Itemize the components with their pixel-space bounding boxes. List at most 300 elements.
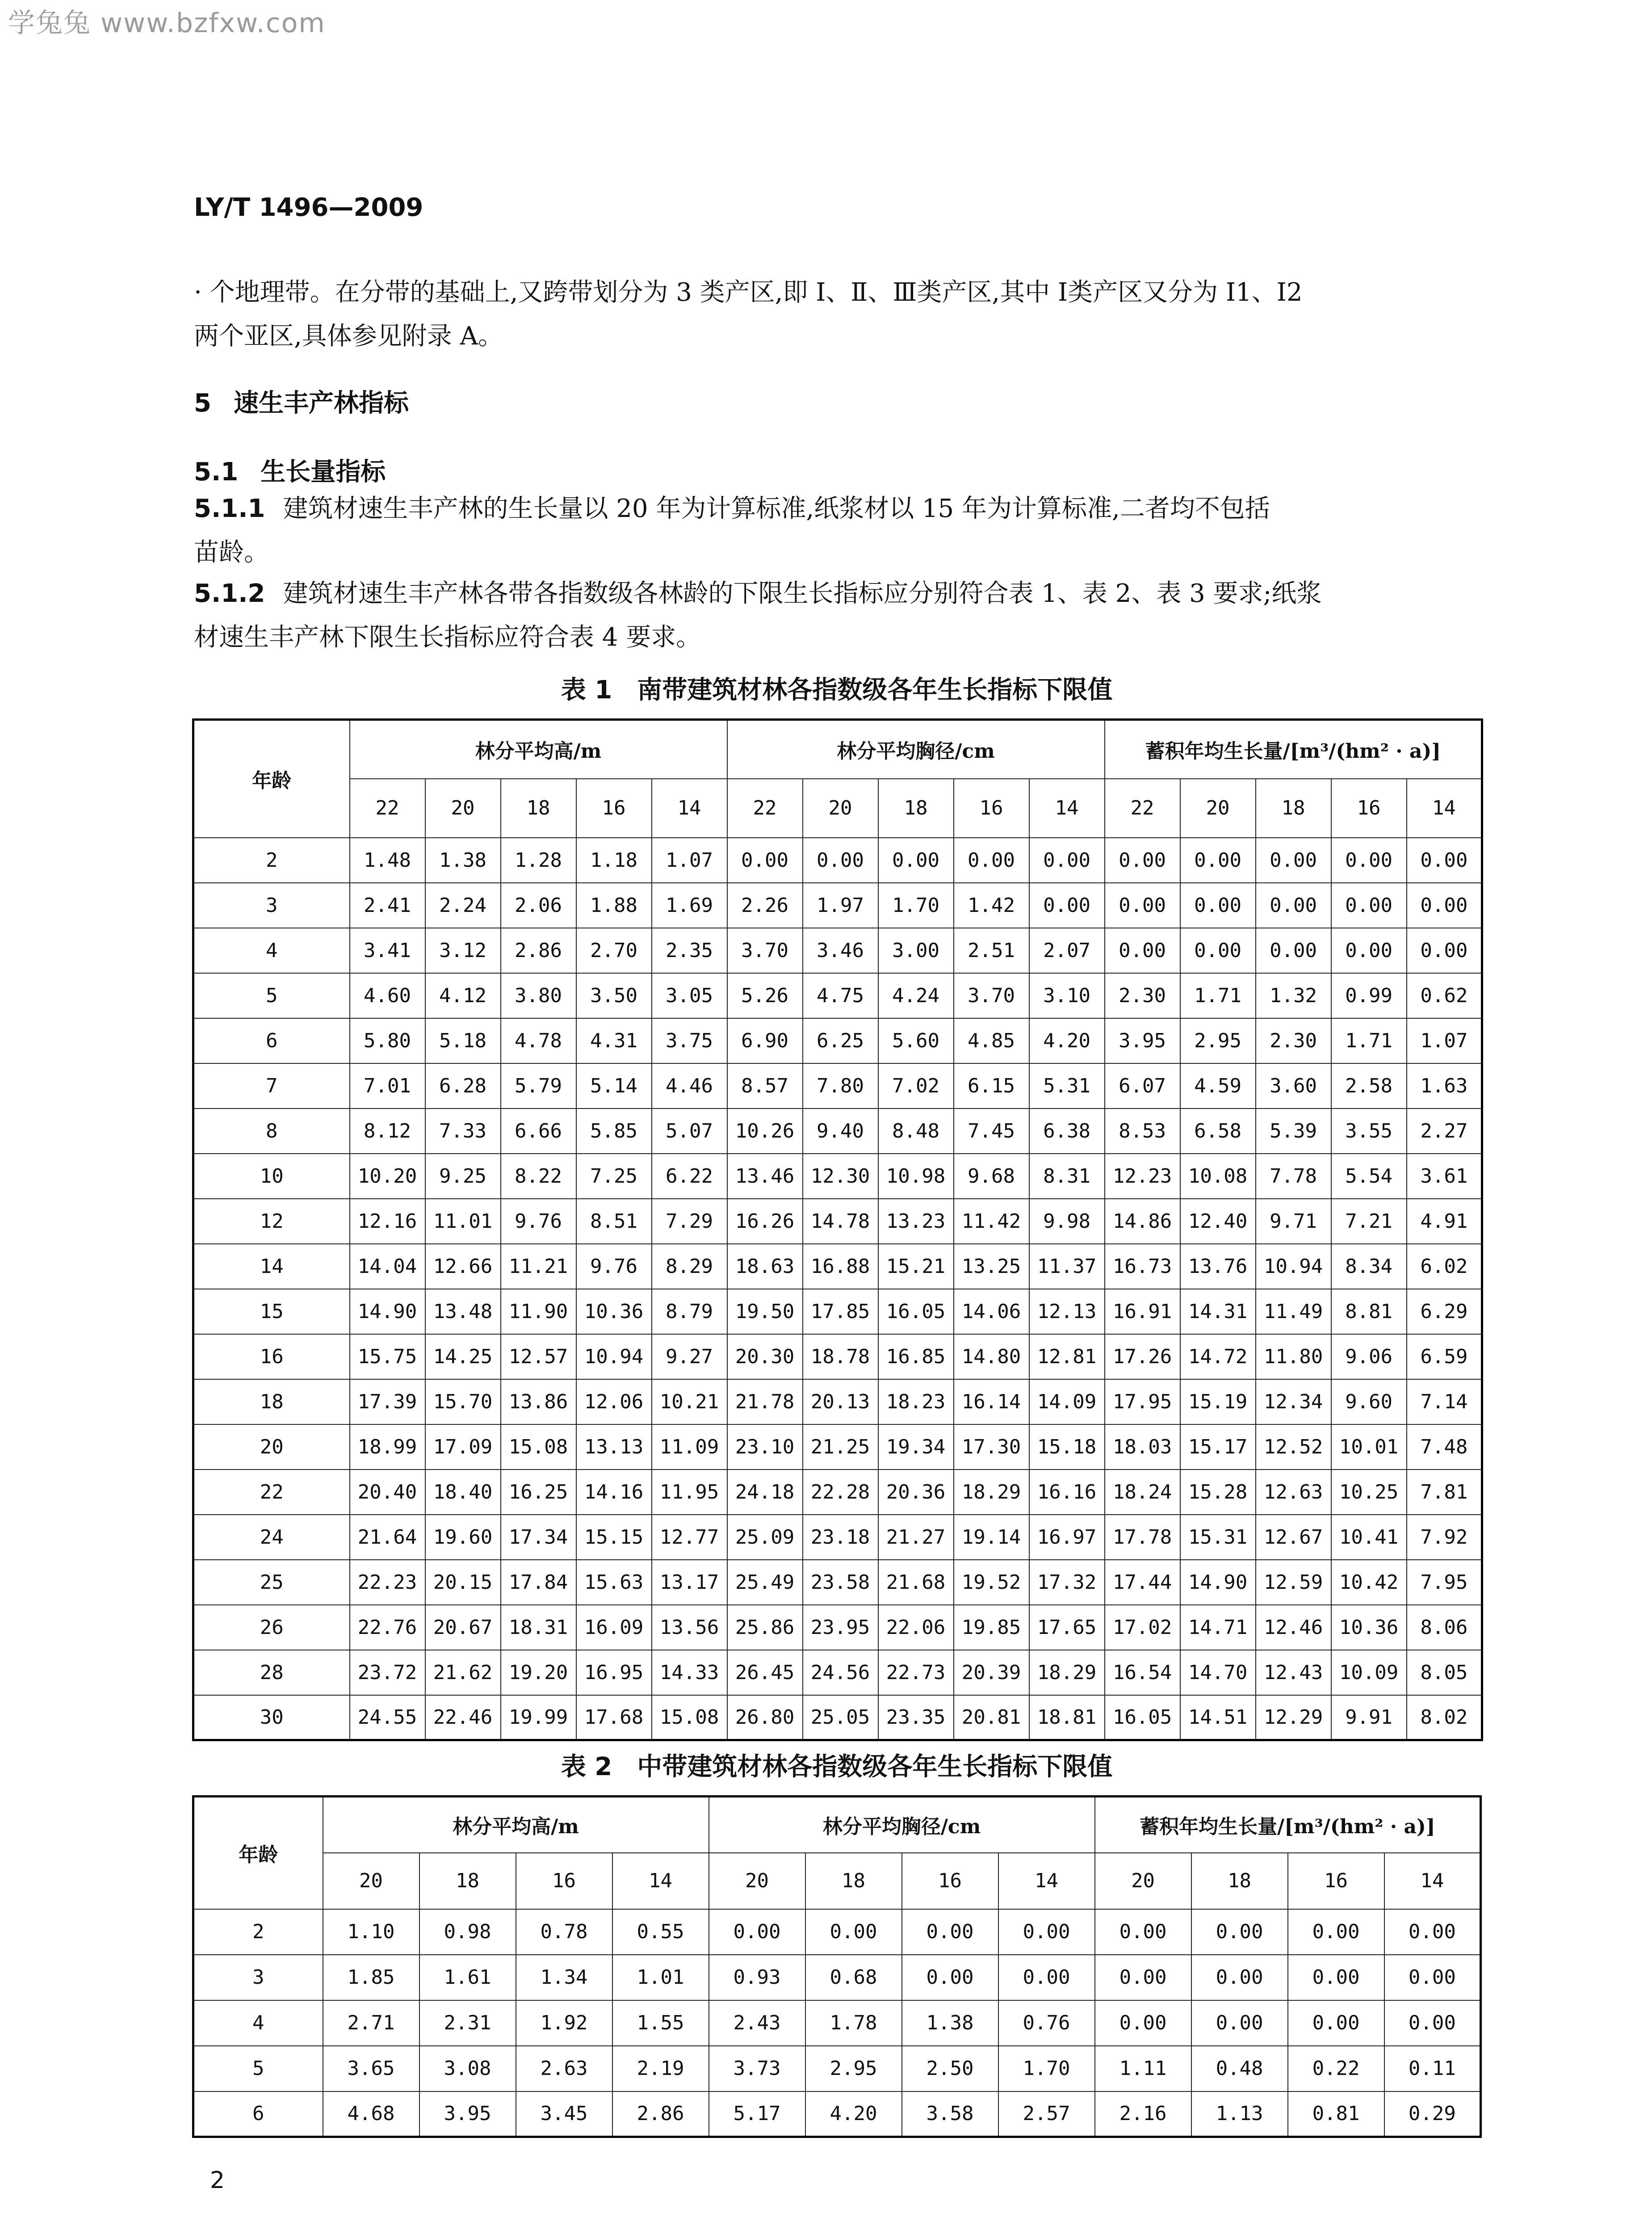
index-header: 20 [1180, 779, 1256, 838]
age-cell: 3 [193, 883, 350, 928]
value-cell: 20.30 [727, 1334, 803, 1379]
value-cell: 1.07 [1407, 1018, 1482, 1063]
value-cell: 25.09 [727, 1515, 803, 1560]
value-cell: 9.27 [652, 1334, 727, 1379]
value-cell: 6.15 [954, 1063, 1029, 1109]
value-cell: 14.71 [1180, 1605, 1256, 1650]
clause-line-1: 建筑材速生丰产林的生长量以 20 年为计算标准,纸浆材以 15 年为计算标准,二者均不包括 [283, 494, 1270, 523]
value-cell: 4.31 [576, 1018, 652, 1063]
section-number: 5 [194, 389, 211, 418]
value-cell: 12.77 [652, 1515, 727, 1560]
value-cell: 10.41 [1331, 1515, 1407, 1560]
value-cell: 19.85 [954, 1605, 1029, 1650]
value-cell: 1.70 [998, 2046, 1095, 2091]
value-cell: 15.28 [1180, 1470, 1256, 1515]
value-cell: 11.01 [425, 1199, 501, 1244]
group-header-volume-growth: 蓄积年均生长量/[m³/(hm² · a)] [1095, 1797, 1481, 1853]
value-cell: 5.79 [501, 1063, 576, 1109]
value-cell: 6.90 [727, 1018, 803, 1063]
value-cell: 14.70 [1180, 1650, 1256, 1695]
value-cell: 16.26 [727, 1199, 803, 1244]
value-cell: 18.31 [501, 1605, 576, 1650]
index-header: 14 [1407, 779, 1482, 838]
value-cell: 17.39 [350, 1379, 425, 1424]
value-cell: 4.59 [1180, 1063, 1256, 1109]
table-row [193, 1379, 1482, 1424]
value-cell: 8.48 [878, 1109, 954, 1154]
age-cell: 16 [193, 1334, 350, 1379]
value-cell: 0.00 [1288, 2000, 1384, 2046]
value-cell: 4.75 [803, 973, 878, 1018]
value-cell: 14.33 [652, 1650, 727, 1695]
index-header: 16 [1288, 1853, 1384, 1909]
value-cell: 2.95 [805, 2046, 902, 2091]
value-cell: 24.55 [350, 1695, 425, 1740]
value-cell: 1.11 [1095, 2046, 1191, 2091]
index-header: 18 [1256, 779, 1331, 838]
value-cell: 7.45 [954, 1109, 1029, 1154]
document-code: LY/T 1496—2009 [194, 193, 423, 222]
value-cell: 0.00 [1384, 2000, 1481, 2046]
value-cell: 10.36 [1331, 1605, 1407, 1650]
value-cell: 10.08 [1180, 1154, 1256, 1199]
value-cell: 16.16 [1029, 1470, 1105, 1515]
value-cell: 18.29 [1029, 1650, 1105, 1695]
clause-number: 5.1.1 [194, 494, 265, 523]
index-header: 14 [998, 1853, 1095, 1909]
value-cell: 10.21 [652, 1379, 727, 1424]
value-cell: 21.27 [878, 1515, 954, 1560]
value-cell: 12.63 [1256, 1470, 1331, 1515]
value-cell: 4.68 [323, 2091, 419, 2137]
value-cell: 20.81 [954, 1695, 1029, 1740]
value-cell: 16.05 [878, 1289, 954, 1334]
value-cell: 3.95 [419, 2091, 516, 2137]
index-header: 18 [419, 1853, 516, 1909]
value-cell: 25.05 [803, 1695, 878, 1740]
section-title: 生长量指标 [260, 458, 386, 487]
age-cell: 30 [193, 1695, 350, 1740]
value-cell: 3.73 [709, 2046, 805, 2091]
value-cell: 14.72 [1180, 1334, 1256, 1379]
value-cell: 18.81 [1029, 1695, 1105, 1740]
value-cell: 20.36 [878, 1470, 954, 1515]
value-cell: 12.29 [1256, 1695, 1331, 1740]
value-cell: 18.29 [954, 1470, 1029, 1515]
value-cell: 16.88 [803, 1244, 878, 1289]
value-cell: 9.68 [954, 1154, 1029, 1199]
group-header-diameter: 林分平均胸径/cm [709, 1797, 1095, 1853]
section-5-heading [194, 383, 409, 419]
value-cell: 15.08 [652, 1695, 727, 1740]
age-cell: 12 [193, 1199, 350, 1244]
value-cell: 3.12 [425, 928, 501, 973]
value-cell: 18.63 [727, 1244, 803, 1289]
table-1-body [193, 838, 1482, 1740]
index-header: 22 [1105, 779, 1180, 838]
value-cell: 0.00 [878, 838, 954, 883]
value-cell: 0.00 [902, 1955, 998, 2000]
value-cell: 10.01 [1331, 1424, 1407, 1470]
value-cell: 5.14 [576, 1063, 652, 1109]
index-header: 14 [612, 1853, 709, 1909]
value-cell: 1.88 [576, 883, 652, 928]
value-cell: 6.02 [1407, 1244, 1482, 1289]
index-header: 18 [878, 779, 954, 838]
value-cell: 14.90 [1180, 1560, 1256, 1605]
value-cell: 11.21 [501, 1244, 576, 1289]
age-cell: 5 [193, 2046, 323, 2091]
value-cell: 0.99 [1331, 973, 1407, 1018]
value-cell: 12.46 [1256, 1605, 1331, 1650]
value-cell: 1.42 [954, 883, 1029, 928]
value-cell: 1.28 [501, 838, 576, 883]
value-cell: 4.85 [954, 1018, 1029, 1063]
value-cell: 11.37 [1029, 1244, 1105, 1289]
value-cell: 0.68 [805, 1955, 902, 2000]
value-cell: 3.50 [576, 973, 652, 1018]
value-cell: 8.34 [1331, 1244, 1407, 1289]
value-cell: 3.80 [501, 973, 576, 1018]
value-cell: 1.10 [323, 1909, 419, 1955]
value-cell: 12.66 [425, 1244, 501, 1289]
value-cell: 15.15 [576, 1515, 652, 1560]
value-cell: 20.40 [350, 1470, 425, 1515]
value-cell: 19.34 [878, 1424, 954, 1470]
age-cell: 22 [193, 1470, 350, 1515]
value-cell: 12.13 [1029, 1289, 1105, 1334]
value-cell: 0.00 [954, 838, 1029, 883]
value-cell: 11.09 [652, 1424, 727, 1470]
value-cell: 23.35 [878, 1695, 954, 1740]
value-cell: 0.00 [1095, 1955, 1191, 2000]
value-cell: 14.06 [954, 1289, 1029, 1334]
value-cell: 1.32 [1256, 973, 1331, 1018]
value-cell: 0.78 [516, 1909, 612, 1955]
index-header: 20 [323, 1853, 419, 1909]
value-cell: 1.61 [419, 1955, 516, 2000]
value-cell: 8.53 [1105, 1109, 1180, 1154]
value-cell: 22.06 [878, 1605, 954, 1650]
index-header: 16 [576, 779, 652, 838]
value-cell: 14.90 [350, 1289, 425, 1334]
value-cell: 0.48 [1191, 2046, 1288, 2091]
value-cell: 10.98 [878, 1154, 954, 1199]
value-cell: 8.02 [1407, 1695, 1482, 1740]
value-cell: 8.57 [727, 1063, 803, 1109]
value-cell: 17.32 [1029, 1560, 1105, 1605]
value-cell: 6.66 [501, 1109, 576, 1154]
table-row [193, 928, 1482, 973]
value-cell: 9.98 [1029, 1199, 1105, 1244]
table-row [193, 1109, 1482, 1154]
group-header-height: 林分平均高/m [323, 1797, 709, 1853]
index-header: 14 [1029, 779, 1105, 838]
value-cell: 1.07 [652, 838, 727, 883]
value-cell: 12.57 [501, 1334, 576, 1379]
page-number: 2 [210, 2167, 225, 2194]
table-row [193, 1605, 1482, 1650]
value-cell: 4.78 [501, 1018, 576, 1063]
value-cell: 21.78 [727, 1379, 803, 1424]
value-cell: 7.80 [803, 1063, 878, 1109]
value-cell: 10.94 [576, 1334, 652, 1379]
age-cell: 26 [193, 1605, 350, 1650]
value-cell: 20.13 [803, 1379, 878, 1424]
value-cell: 15.08 [501, 1424, 576, 1470]
value-cell: 10.26 [727, 1109, 803, 1154]
value-cell: 17.34 [501, 1515, 576, 1560]
index-header: 18 [805, 1853, 902, 1909]
value-cell: 16.54 [1105, 1650, 1180, 1695]
value-cell: 10.42 [1331, 1560, 1407, 1605]
value-cell: 1.97 [803, 883, 878, 928]
value-cell: 16.85 [878, 1334, 954, 1379]
value-cell: 0.29 [1384, 2091, 1481, 2137]
value-cell: 0.00 [1407, 883, 1482, 928]
index-header: 20 [1095, 1853, 1191, 1909]
value-cell: 0.62 [1407, 973, 1482, 1018]
value-cell: 5.26 [727, 973, 803, 1018]
table-row [193, 973, 1482, 1018]
value-cell: 3.46 [803, 928, 878, 973]
value-cell: 3.41 [350, 928, 425, 973]
value-cell: 15.17 [1180, 1424, 1256, 1470]
value-cell: 10.09 [1331, 1650, 1407, 1695]
age-cell: 2 [193, 1909, 323, 1955]
value-cell: 0.00 [1029, 838, 1105, 883]
value-cell: 0.00 [1191, 1955, 1288, 2000]
value-cell: 2.41 [350, 883, 425, 928]
group-header-diameter: 林分平均胸径/cm [727, 720, 1105, 779]
value-cell: 15.70 [425, 1379, 501, 1424]
watermark: 学兔兔 www.bzfxw.com [8, 8, 326, 39]
age-cell: 7 [193, 1063, 350, 1109]
clause-5-1-2 [194, 572, 1485, 659]
value-cell: 0.11 [1384, 2046, 1481, 2091]
value-cell: 13.13 [576, 1424, 652, 1470]
value-cell: 19.14 [954, 1515, 1029, 1560]
value-cell: 0.93 [709, 1955, 805, 2000]
table-row [193, 1199, 1482, 1244]
value-cell: 0.00 [1288, 1955, 1384, 2000]
value-cell: 11.95 [652, 1470, 727, 1515]
value-cell: 1.63 [1407, 1063, 1482, 1109]
section-5-1-heading [194, 452, 386, 488]
value-cell: 17.26 [1105, 1334, 1180, 1379]
value-cell: 5.18 [425, 1018, 501, 1063]
value-cell: 13.56 [652, 1605, 727, 1650]
value-cell: 15.75 [350, 1334, 425, 1379]
value-cell: 17.78 [1105, 1515, 1180, 1560]
value-cell: 3.05 [652, 973, 727, 1018]
value-cell: 2.16 [1095, 2091, 1191, 2137]
value-cell: 9.06 [1331, 1334, 1407, 1379]
value-cell: 21.68 [878, 1560, 954, 1605]
value-cell: 25.86 [727, 1605, 803, 1650]
value-cell: 22.23 [350, 1560, 425, 1605]
value-cell: 1.48 [350, 838, 425, 883]
value-cell: 5.54 [1331, 1154, 1407, 1199]
value-cell: 11.42 [954, 1199, 1029, 1244]
table-2-caption: 表 2 中带建筑材林各指数级各年生长指标下限值 [561, 1752, 1113, 1781]
value-cell: 15.21 [878, 1244, 954, 1289]
value-cell: 22.76 [350, 1605, 425, 1650]
value-cell: 26.80 [727, 1695, 803, 1740]
value-cell: 16.91 [1105, 1289, 1180, 1334]
value-cell: 8.12 [350, 1109, 425, 1154]
value-cell: 5.39 [1256, 1109, 1331, 1154]
value-cell: 20.67 [425, 1605, 501, 1650]
value-cell: 6.58 [1180, 1109, 1256, 1154]
value-cell: 8.81 [1331, 1289, 1407, 1334]
value-cell: 6.59 [1407, 1334, 1482, 1379]
value-cell: 0.00 [1191, 2000, 1288, 2046]
value-cell: 14.86 [1105, 1199, 1180, 1244]
value-cell: 3.08 [419, 2046, 516, 2091]
index-header: 18 [1191, 1853, 1288, 1909]
value-cell: 18.99 [350, 1424, 425, 1470]
value-cell: 9.76 [576, 1244, 652, 1289]
value-cell: 14.04 [350, 1244, 425, 1289]
value-cell: 18.78 [803, 1334, 878, 1379]
value-cell: 16.73 [1105, 1244, 1180, 1289]
age-column-header: 年龄 [193, 1797, 323, 1909]
value-cell: 14.16 [576, 1470, 652, 1515]
value-cell: 22.46 [425, 1695, 501, 1740]
value-cell: 0.00 [1105, 883, 1180, 928]
value-cell: 7.25 [576, 1154, 652, 1199]
table-header-row [193, 1797, 1481, 1853]
value-cell: 0.76 [998, 2000, 1095, 2046]
value-cell: 16.97 [1029, 1515, 1105, 1560]
value-cell: 6.07 [1105, 1063, 1180, 1109]
table-row [193, 1560, 1482, 1605]
value-cell: 9.25 [425, 1154, 501, 1199]
age-cell: 24 [193, 1515, 350, 1560]
table-row [193, 1650, 1482, 1695]
value-cell: 0.00 [1407, 928, 1482, 973]
value-cell: 2.27 [1407, 1109, 1482, 1154]
value-cell: 0.00 [709, 1909, 805, 1955]
value-cell: 21.25 [803, 1424, 878, 1470]
value-cell: 21.62 [425, 1650, 501, 1695]
value-cell: 9.91 [1331, 1695, 1407, 1740]
value-cell: 2.24 [425, 883, 501, 928]
index-header: 16 [1331, 779, 1407, 838]
value-cell: 0.00 [1191, 1909, 1288, 1955]
value-cell: 5.31 [1029, 1063, 1105, 1109]
value-cell: 19.50 [727, 1289, 803, 1334]
value-cell: 25.49 [727, 1560, 803, 1605]
index-header-row [193, 1853, 1481, 1909]
value-cell: 7.92 [1407, 1515, 1482, 1560]
value-cell: 10.20 [350, 1154, 425, 1199]
value-cell: 3.10 [1029, 973, 1105, 1018]
value-cell: 9.40 [803, 1109, 878, 1154]
value-cell: 4.24 [878, 973, 954, 1018]
value-cell: 12.59 [1256, 1560, 1331, 1605]
value-cell: 6.29 [1407, 1289, 1482, 1334]
value-cell: 12.30 [803, 1154, 878, 1199]
value-cell: 8.79 [652, 1289, 727, 1334]
value-cell: 8.51 [576, 1199, 652, 1244]
value-cell: 12.43 [1256, 1650, 1331, 1695]
index-header: 22 [350, 779, 425, 838]
value-cell: 4.20 [1029, 1018, 1105, 1063]
table-row [193, 1424, 1482, 1470]
age-cell: 18 [193, 1379, 350, 1424]
value-cell: 1.18 [576, 838, 652, 883]
value-cell: 0.00 [1331, 928, 1407, 973]
value-cell: 6.22 [652, 1154, 727, 1199]
value-cell: 12.52 [1256, 1424, 1331, 1470]
value-cell: 6.25 [803, 1018, 878, 1063]
value-cell: 17.84 [501, 1560, 576, 1605]
index-header-row [193, 779, 1482, 838]
value-cell: 19.20 [501, 1650, 576, 1695]
value-cell: 1.85 [323, 1955, 419, 2000]
value-cell: 0.00 [1331, 883, 1407, 928]
value-cell: 19.52 [954, 1560, 1029, 1605]
age-cell: 5 [193, 973, 350, 1018]
value-cell: 16.95 [576, 1650, 652, 1695]
value-cell: 4.20 [805, 2091, 902, 2137]
value-cell: 0.00 [902, 1909, 998, 1955]
value-cell: 2.06 [501, 883, 576, 928]
value-cell: 5.80 [350, 1018, 425, 1063]
value-cell: 0.00 [1105, 928, 1180, 973]
value-cell: 2.35 [652, 928, 727, 973]
value-cell: 0.00 [1256, 883, 1331, 928]
value-cell: 15.31 [1180, 1515, 1256, 1560]
table-row [193, 1063, 1482, 1109]
index-header: 14 [1384, 1853, 1481, 1909]
value-cell: 0.55 [612, 1909, 709, 1955]
value-cell: 26.45 [727, 1650, 803, 1695]
value-cell: 1.01 [612, 1955, 709, 2000]
table-row [193, 1695, 1482, 1740]
value-cell: 17.09 [425, 1424, 501, 1470]
value-cell: 7.81 [1407, 1470, 1482, 1515]
value-cell: 17.30 [954, 1424, 1029, 1470]
value-cell: 2.50 [902, 2046, 998, 2091]
value-cell: 2.95 [1180, 1018, 1256, 1063]
value-cell: 13.25 [954, 1244, 1029, 1289]
age-cell: 4 [193, 928, 350, 973]
value-cell: 17.02 [1105, 1605, 1180, 1650]
index-header: 14 [652, 779, 727, 838]
value-cell: 7.02 [878, 1063, 954, 1109]
value-cell: 17.85 [803, 1289, 878, 1334]
age-cell: 2 [193, 838, 350, 883]
table-row [193, 838, 1482, 883]
value-cell: 12.40 [1180, 1199, 1256, 1244]
value-cell: 5.17 [709, 2091, 805, 2137]
table-2 [192, 1795, 1482, 2138]
value-cell: 13.17 [652, 1560, 727, 1605]
age-cell: 6 [193, 2091, 323, 2137]
value-cell: 4.60 [350, 973, 425, 1018]
value-cell: 0.00 [1105, 838, 1180, 883]
value-cell: 21.64 [350, 1515, 425, 1560]
value-cell: 17.68 [576, 1695, 652, 1740]
table-row [193, 1334, 1482, 1379]
value-cell: 3.45 [516, 2091, 612, 2137]
value-cell: 13.46 [727, 1154, 803, 1199]
age-cell: 3 [193, 1955, 323, 2000]
value-cell: 0.00 [1180, 928, 1256, 973]
